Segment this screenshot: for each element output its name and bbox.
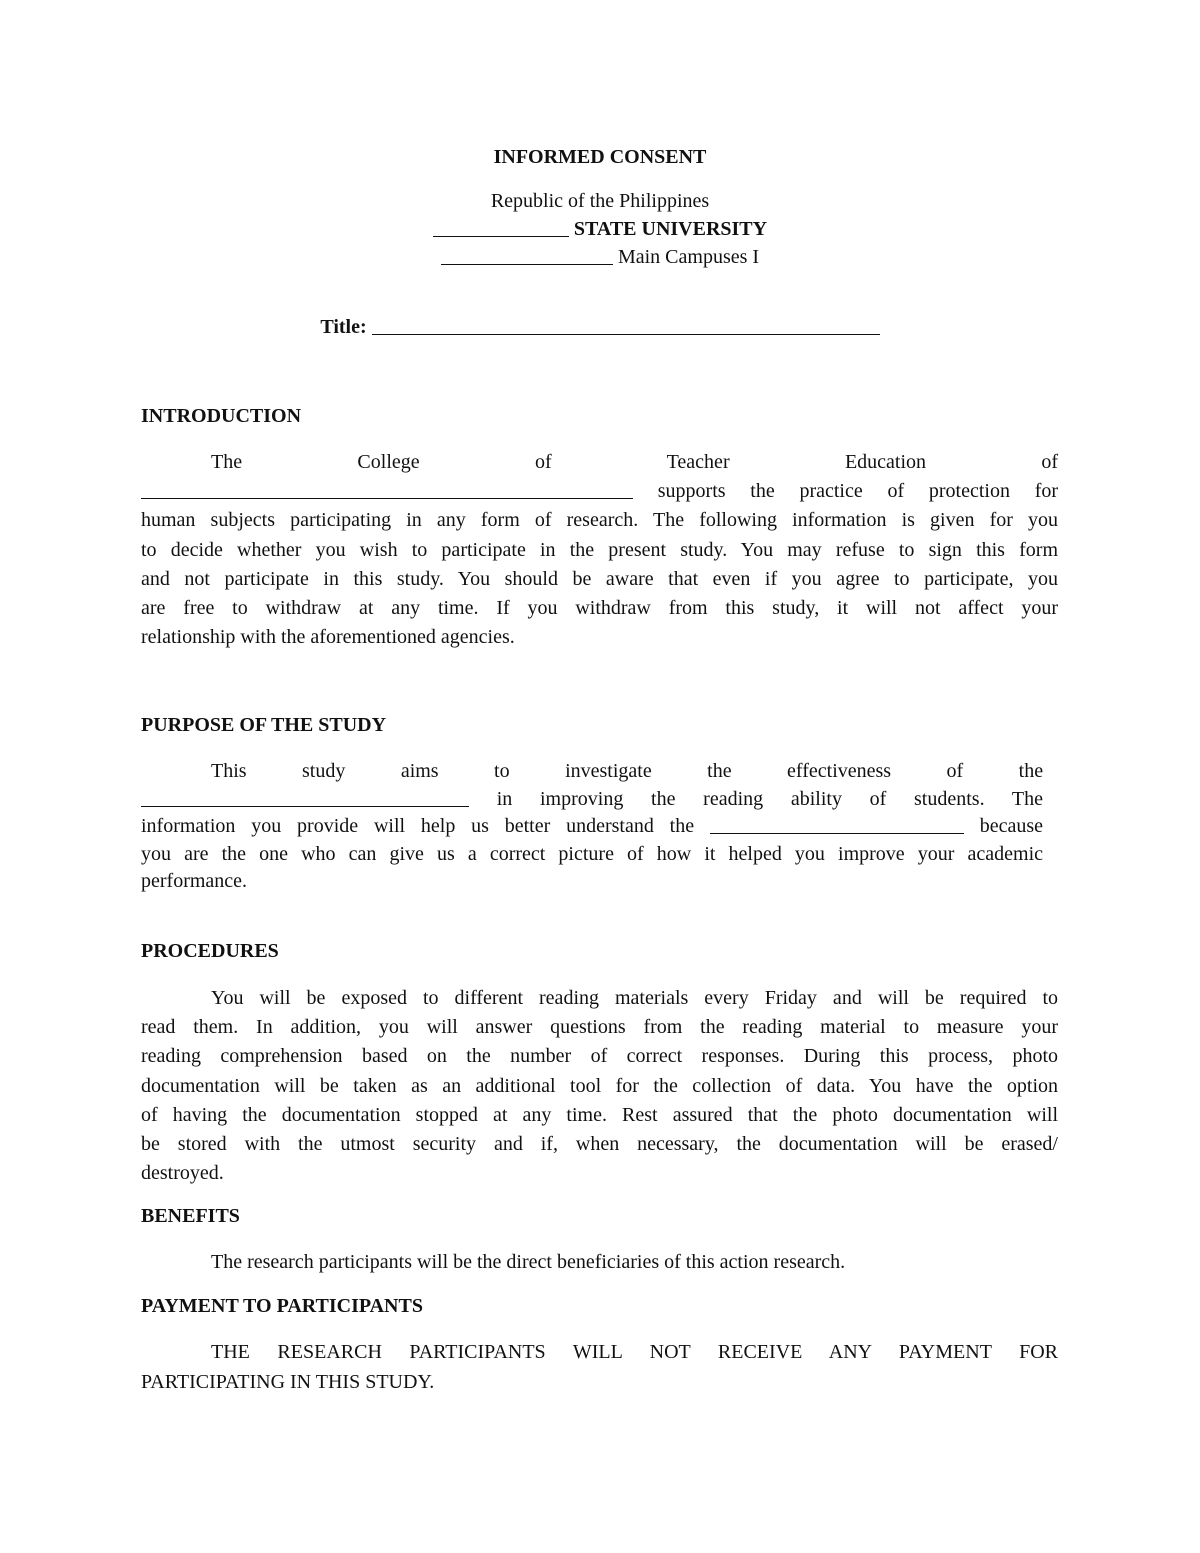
intro-line-4: to decide whether you wish to participate in the present study. You may refuse to sign this form — [141, 538, 1058, 561]
intro-line-6: are free to withdraw at any time. If you withdraw from this study, it will not affect your — [141, 597, 1058, 620]
campus-blank — [441, 244, 613, 265]
intro-line-1: The College of Teacher Education of — [211, 451, 1059, 473]
university-line — [0, 216, 1200, 241]
procedures-line-2: read them. In addition, you will answer questions from the reading material to measure your — [141, 1016, 1058, 1039]
campus-label: Main Campuses I — [617, 246, 760, 268]
document-title: INFORMED CONSENT — [493, 146, 707, 168]
intro-line-2: supports the practice of protection for — [141, 477, 1058, 506]
benefits-paragraph — [141, 1248, 1058, 1277]
procedures-heading: PROCEDURES — [141, 940, 279, 962]
purpose-line-5: performance. — [141, 870, 248, 893]
procedures-line-6: be stored with the utmost security and if, when necessary, the documentation will be erased/ — [141, 1133, 1058, 1156]
college-name-blank — [141, 478, 633, 499]
payment-line-2: PARTICIPATING IN THIS STUDY. — [141, 1370, 435, 1393]
procedures-line-3: reading comprehension based on the number of correct responses. During this process, photo — [141, 1045, 1058, 1068]
republic-line: Republic of the Philippines — [490, 190, 710, 212]
introduction-heading: INTRODUCTION — [141, 405, 302, 427]
purpose-line-2: in improving the reading ability of students. The — [141, 786, 1043, 814]
procedures-line-5: of having the documentation stopped at any time. Rest assured that the photo documentation will — [141, 1103, 1058, 1126]
payment-heading: PAYMENT TO PARTICIPANTS — [141, 1295, 423, 1317]
study-title-line — [0, 314, 1200, 339]
intro-line-5: and not participate in this study. You should be aware that even if you agree to participate, you — [141, 567, 1058, 590]
procedures-line-1: You will be exposed to different reading materials every Friday and will be required to — [211, 987, 1058, 1009]
purpose-line-3: information you provide will help us better understand the because — [141, 815, 1044, 838]
intervention-blank — [141, 786, 469, 807]
campus-line — [0, 244, 1200, 269]
payment-line-1: THE RESEARCH PARTICIPANTS WILL NOT RECEIVE ANY PAYMENT FOR — [211, 1341, 1058, 1363]
university-label: STATE UNIVERSITY — [573, 218, 768, 240]
procedures-line-7: destroyed. — [141, 1162, 224, 1185]
understand-blank — [710, 813, 964, 834]
introduction-paragraph — [141, 448, 1058, 652]
procedures-paragraph — [141, 984, 1058, 1188]
purpose-line-1: This study aims to investigate the effectiveness of the — [211, 760, 1044, 782]
study-title-label: Title: — [320, 316, 367, 338]
purpose-heading: PURPOSE OF THE STUDY — [141, 714, 387, 736]
purpose-line-4: you are the one who can give us a correct picture of how it helped you improve your academic — [141, 842, 1043, 865]
benefits-line-1: The research participants will be the direct beneficiaries of this action research. — [211, 1251, 846, 1273]
payment-paragraph — [141, 1338, 1058, 1397]
intro-line-3: human subjects participating in any form of research. The following information is given for you — [141, 509, 1058, 532]
study-title-blank — [372, 314, 880, 335]
benefits-heading: BENEFITS — [141, 1205, 240, 1227]
university-blank — [433, 216, 569, 237]
procedures-line-4: documentation will be taken as an additional tool for the collection of data. You have the option — [141, 1074, 1058, 1097]
purpose-paragraph — [141, 758, 1043, 896]
intro-line-7: relationship with the aforementioned agencies. — [141, 626, 515, 649]
